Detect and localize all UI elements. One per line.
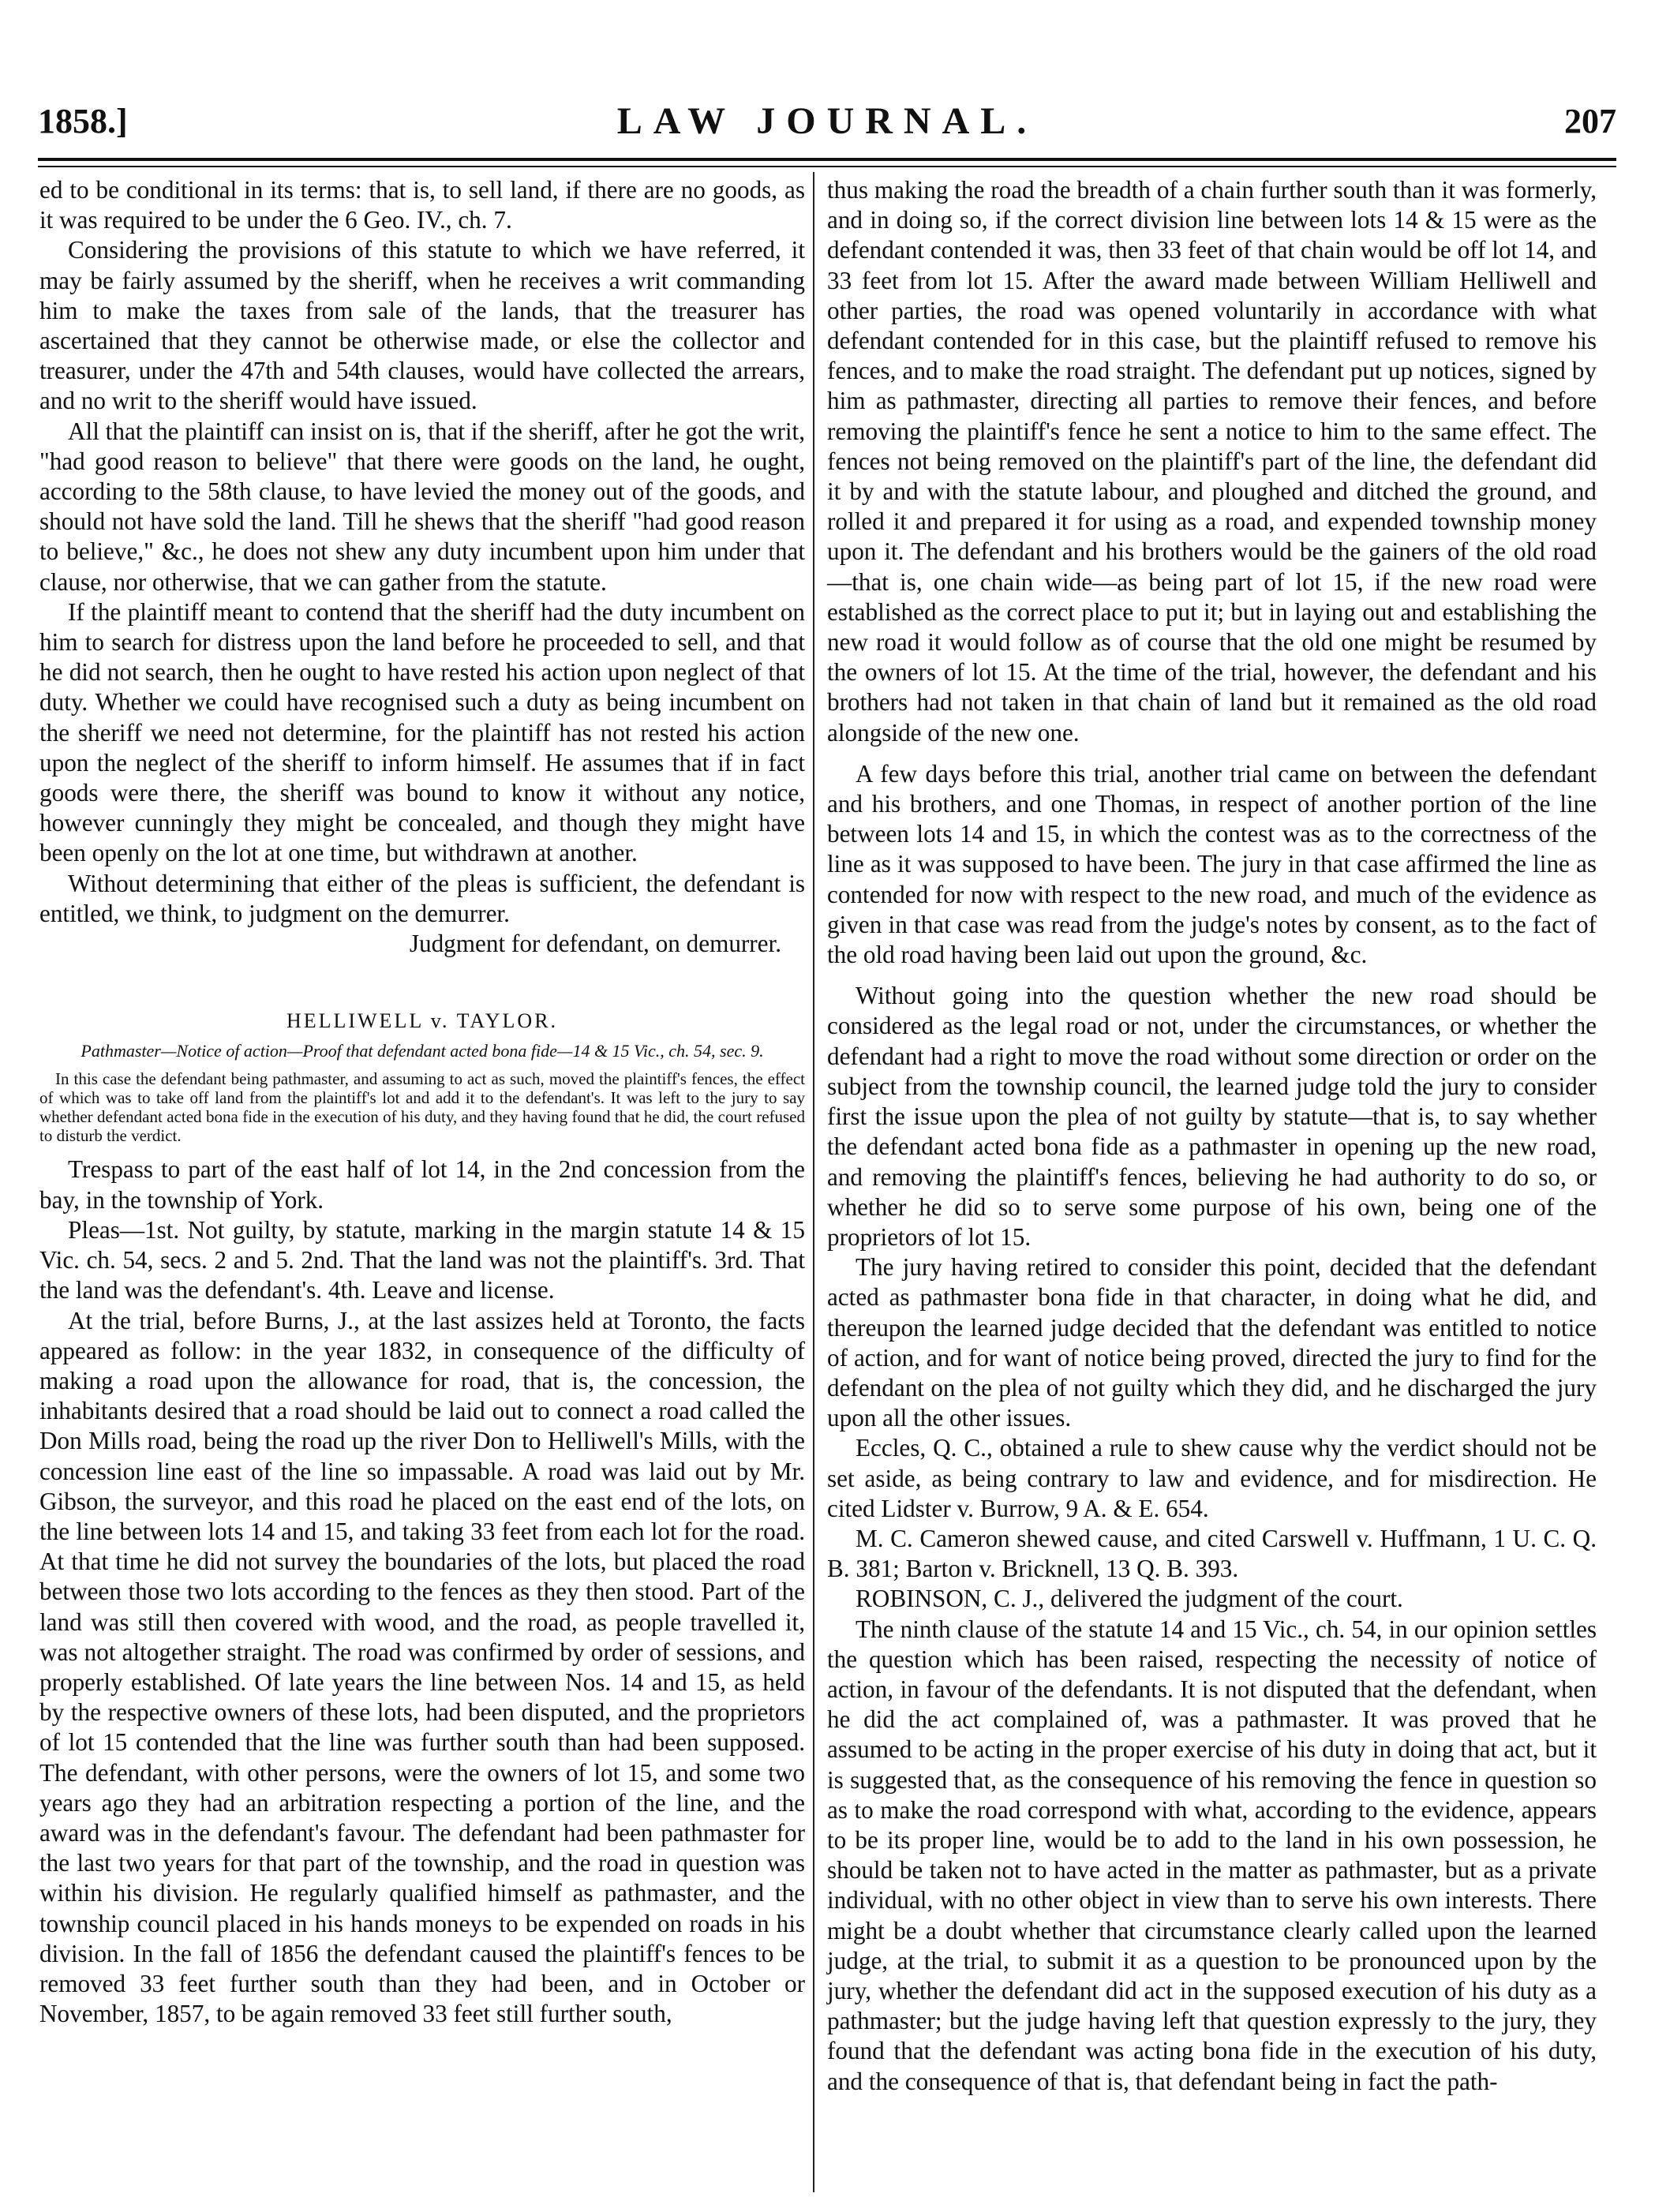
paragraph: Eccles, Q. C., obtained a rule to shew cause why the verdict should not be set aside, as being contrary to law and evidence, and for misdirection. He cited Lidster v. Burrow, 9 A. & E. 654. [827,1434,1597,1522]
case-title: HELLIWELL v. TAYLOR. [286,1009,559,1033]
paragraph: ROBINSON, C. J., delivered the judgment of the court. [856,1585,1403,1613]
page-header [38,95,1616,155]
case-subtitle: Pathmaster—Notice of action—Proof that defendant acted bona fide—14 & 15 Vic., ch. 54, sec. 9. [81,1041,764,1061]
paragraph: All that the plaintiff can insist on is, that if the sheriff, after he got the writ, "had good reason to believe" that there were goods on the land, he ought, according to the 58th clause, to have levied the money out of the goods, and should not have sold the land. Till he shews that the sheriff "had good reason to believe," &c., he does not shew any duty incumbent upon him under that clause, nor otherwise, that we can gather from the statute. [39,417,805,596]
paragraph: If the plaintiff meant to contend that the sheriff had the duty incumbent on him to search for distress upon the land before he proceeded to sell, and that he did not search, then he ought to have rested his action upon neglect of that duty. Whether we could have recognised such a duty as being incumbent on the sheriff we need not determine, for the plaintiff has not rested his action upon the neglect of the sheriff to inform himself. He assumes that if in fact goods were there, the sheriff was bound to know it without any notice, however cunningly they might be concealed, and though they might have been openly on the lot at one time, but withdrawn at another. [39,597,805,867]
header-rule-thin [38,166,1616,167]
right-column [827,175,1597,2097]
paragraph: At the trial, before Burns, J., at the last assizes held at Toronto, the facts appeared as follow: in the year 1832, in consequence of the difficulty of making a road upon the allowance for road, that is, the concession, the inhabitants desired that a road should be laid out to connect a road called the Don Mills road, being the road up the river Don to Helliwell's Mills, with the concession line east of the line so impassable. A road was laid out by Mr. Gibson, the surveyor, and this road he placed on the east end of the lots, on the line between lots 14 and 15, and taking 33 feet from each lot for the road. At that time he did not survey the boundaries of the lots, but placed the road between those two lots according to the fences as they then stood. Part of the land was still then covered with wood, and the road, as people travelled it, was not altogether straight. The road was confirmed by order of sessions, and properly established. Of late years the line between Nos. 14 and 15, as held by the respective owners of these lots, had been disputed, and the proprietors of lot 15 contended that the line was further south than had been supposed. The defendant, with other persons, were the owners of lot 15, and some two years ago they had an arbitration respecting a portion of the line, and the award was in the defendant's favour. The defendant had been pathmaster for the last two years for that part of the township, and the road in question was within his division. He regularly qualified himself as pathmaster, and the township council placed in his hands moneys to be expended on roads in his division. In the fall of 1856 the defendant caused the plaintiff's fences to be removed 33 feet further south than they had been, and in October or November, 1857, to be again removed 33 feet still further south, [39,1306,805,2028]
paragraph: M. C. Cameron shewed cause, and cited Carswell v. Huffmann, 1 U. C. Q. B. 381; Barton v. Bricknell, 13 Q. B. 393. [827,1524,1597,1583]
paragraph: ed to be conditional in its terms: that is, to sell land, if there are no goods, as it was required to be under the 6 Geo. IV., ch. 7. [39,176,805,234]
header-rule-thick [38,158,1616,161]
paragraph: The jury having retired to consider this point, decided that the defendant acted as pathmaster bona fide in that character, in doing what he did, and thereupon the learned judge decided that the defendant was entitled to notice of action, and for want of notice being proved, directed the jury to find for the defendant on the plea of not guilty which they did, and he discharged the jury upon all the other issues. [827,1253,1597,1432]
paragraph: Without going into the question whether the new road should be considered as the legal road or not, under the circumstances, or whether the defendant had a right to move the road without some direction or order on the subject from the township council, the learned judge told the jury to consider first the issue upon the plea of not guilty by statute—that is, to say whether the defendant acted bona fide as a pathmaster in opening up the new road, and removing the plaintiff's fences, believing he had authority to do so, or whether he did so to serve some purpose of his own, being one of the proprietors of lot 15. [827,982,1597,1251]
header-year: 1858.] [38,102,128,140]
paragraph: Without determining that either of the pleas is sufficient, the defendant is entitled, we think, to judgment on the demurrer. [39,869,805,927]
paragraph: Pleas—1st. Not guilty, by statute, marking in the margin statute 14 & 15 Vic. ch. 54, secs. 2 and 5. 2nd. That the land was not the plaintiff's. 3rd. That the land was the defendant's. 4th. Leave and license. [39,1215,805,1304]
journal-title: LAW JOURNAL. [616,100,1038,142]
paragraph: thus making the road the breadth of a chain further south than it was formerly, and in doing so, if the correct division line between lots 14 & 15 were as the defendant contended it was, then 33 feet of that chain would be off lot 14, and 33 feet from lot 15. After the award made between William Helliwell and other parties, the road was opened voluntarily in accordance with what defendant contended for in this case, but the plaintiff refused to remove his fences, and to make the road straight. The defendant put up notices, signed by him as pathmaster, directing all parties to remove their fences, and before removing the plaintiff's fence he sent a notice to him to the same effect. The fences not being removed on the plaintiff's part of the line, the defendant did it by and with the statute labour, and ploughed and ditched the ground, and rolled it and prepared it for using as a road, and expended township money upon it. The defendant and his brothers would be the gainers of the old road—that is, one chain wide—as being part of lot 15, if the new road were established as the correct place to put it; but in laying out and establishing the new road it would follow as of course that the old one might be resumed by the owners of lot 15. At the time of the trial, however, the defendant and his brothers had not taken in that chain of land but it remained as the old road alongside of the new one. [827,176,1597,747]
judgment-line: Judgment for defendant, on demurrer. [409,930,781,958]
paragraph: Trespass to part of the east half of lot 14, in the 2nd concession from the bay, in the township of York. [39,1155,805,1214]
paragraph: A few days before this trial, another trial came on between the defendant and his brothers, and one Thomas, in respect of another portion of the line between lots 14 and 15, in which the contest was as to the correctness of the line as it was supposed to have been. The jury in that case affirmed the line as contended for now with respect to the new road, and much of the evidence as given in that case was read from the judge's notes by consent, as to the fact of the old road having been laid out upon the ground, &c. [827,759,1597,969]
page-number: 207 [1564,102,1616,140]
left-column [39,175,805,2029]
column-divider [813,172,814,2192]
headnote: In this case the defendant being pathmaster, and assuming to act as such, moved the plaintiff's fences, the effect of which was to take off land from the plaintiff's lot and add it to the defendant's. It was left to the jury to say whether defendant acted bona fide in the execution of his duty, and they having found that he did, the court refused to disturb the verdict. [39,1069,805,1146]
paragraph: Considering the provisions of this statute to which we have referred, it may be fairly assumed by the sheriff, when he receives a writ commanding him to make the taxes from sale of the lands, that the treasurer has ascertained that they cannot be otherwise made, or else the collector and treasurer, under the 47th and 54th clauses, would have collected the arrears, and no writ to the sheriff would have issued. [39,236,805,415]
paragraph: The ninth clause of the statute 14 and 15 Vic., ch. 54, in our opinion settles the question which has been raised, respecting the necessity of notice of action, in favour of the defendants. It is not disputed that the defendant, when he did the act complained of, was a pathmaster. It was proved that he assumed to be acting in the proper exercise of his duty in doing that act, but it is suggested that, as the consequence of his removing the fence in question so as to make the road correspond with what, according to the evidence, appears to be its proper line, would be to add to the land in his own possession, he should be taken not to have acted in the matter as pathmaster, but as a private individual, with no other object in view than to serve his own interests. There might be a doubt whether that circumstance clearly called upon the learned judge, at the trial, to submit it as a question to be pronounced upon by the jury, whether the defendant did act in the supposed execution of his duty as a pathmaster; but the judge having left that question expressly to the jury, they found that the defendant was acting bona fide in the execution of his duty, and the consequence of that is, that defendant being in fact the path- [827,1615,1597,2095]
